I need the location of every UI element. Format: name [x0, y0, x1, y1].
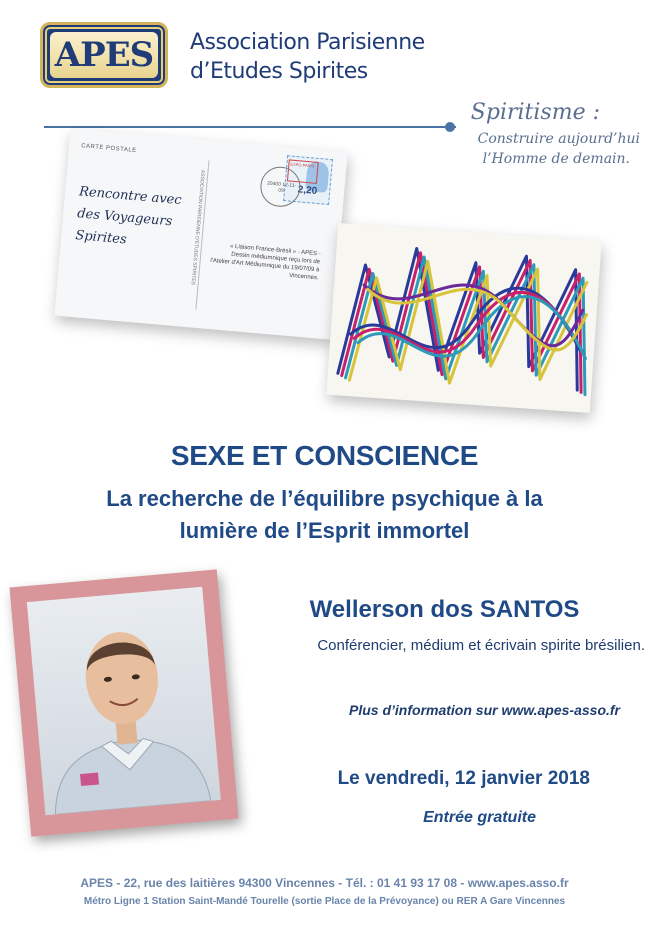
tagline — [420, 100, 640, 167]
postcard-message: Rencontre avec des Voyageurs Spirites — [74, 184, 183, 248]
more-info-link[interactable]: Plus d’information sur www.apes-asso.fr — [349, 702, 620, 718]
postcard-image — [54, 128, 347, 340]
footer-address: APES - 22, rue des laitières 94300 Vincennes - Tél. : 01 41 93 17 08 - www.apes.asso.fr — [80, 876, 569, 890]
speaker-portrait-icon — [27, 587, 221, 816]
event-subtitle-line2: lumière de l’Esprit immortel — [179, 518, 470, 543]
event-date: Le vendredi, 12 janvier 2018 — [337, 768, 590, 789]
event-title: SEXE ET CONSCIENCE — [170, 440, 479, 471]
speaker-photo — [27, 587, 221, 816]
entry-info: Entrée gratuite — [423, 809, 536, 826]
postcard-vertical-text: ASSOCIATION PARISIENNE D'ETUDES SPIRITES — [189, 169, 206, 286]
postcard-caption: « Liaison France-Brésil » - APES - Dessin médiumnique reçu lors de l'Atelier d'Art Médiumnique du 19/07/09 à Vincennes. — [210, 243, 321, 282]
speaker-name: Wellerson dos SANTOS — [309, 596, 580, 623]
tagline-line3: l’Homme de demain. — [482, 151, 630, 167]
postmark-text: 20400 12-11-09 — [266, 180, 297, 195]
red-stamp: EXPO PARIS — [287, 159, 319, 184]
organization-name-line1: Association Parisienne — [190, 30, 425, 55]
speaker-description: Conférencier, médium et écrivain spirite brésilien. — [317, 637, 645, 654]
organization-name — [190, 28, 490, 86]
event-subtitle-line1: La recherche de l’équilibre psychique à la — [106, 486, 543, 511]
logo-text: APES — [50, 32, 158, 78]
tagline-line1: Spiritisme : — [470, 100, 600, 125]
postcard-label: CARTE POSTALE — [80, 143, 137, 155]
header-divider — [44, 126, 456, 128]
organization-name-line2: d’Etudes Spirites — [190, 59, 368, 84]
speaker-photo-frame — [10, 569, 239, 836]
apes-logo — [40, 22, 168, 88]
mediumistic-drawing — [326, 223, 601, 413]
stamp-value: 2,20 — [297, 184, 318, 197]
tagline-line2: Construire aujourd’hui — [477, 131, 640, 147]
abstract-drawing-icon — [326, 223, 601, 413]
event-subtitle — [60, 483, 589, 547]
footer-transport: Métro Ligne 1 Station Saint-Mandé Tourelle (sortie Place de la Prévoyance) ou RER A Gare Vincennes — [83, 896, 566, 907]
